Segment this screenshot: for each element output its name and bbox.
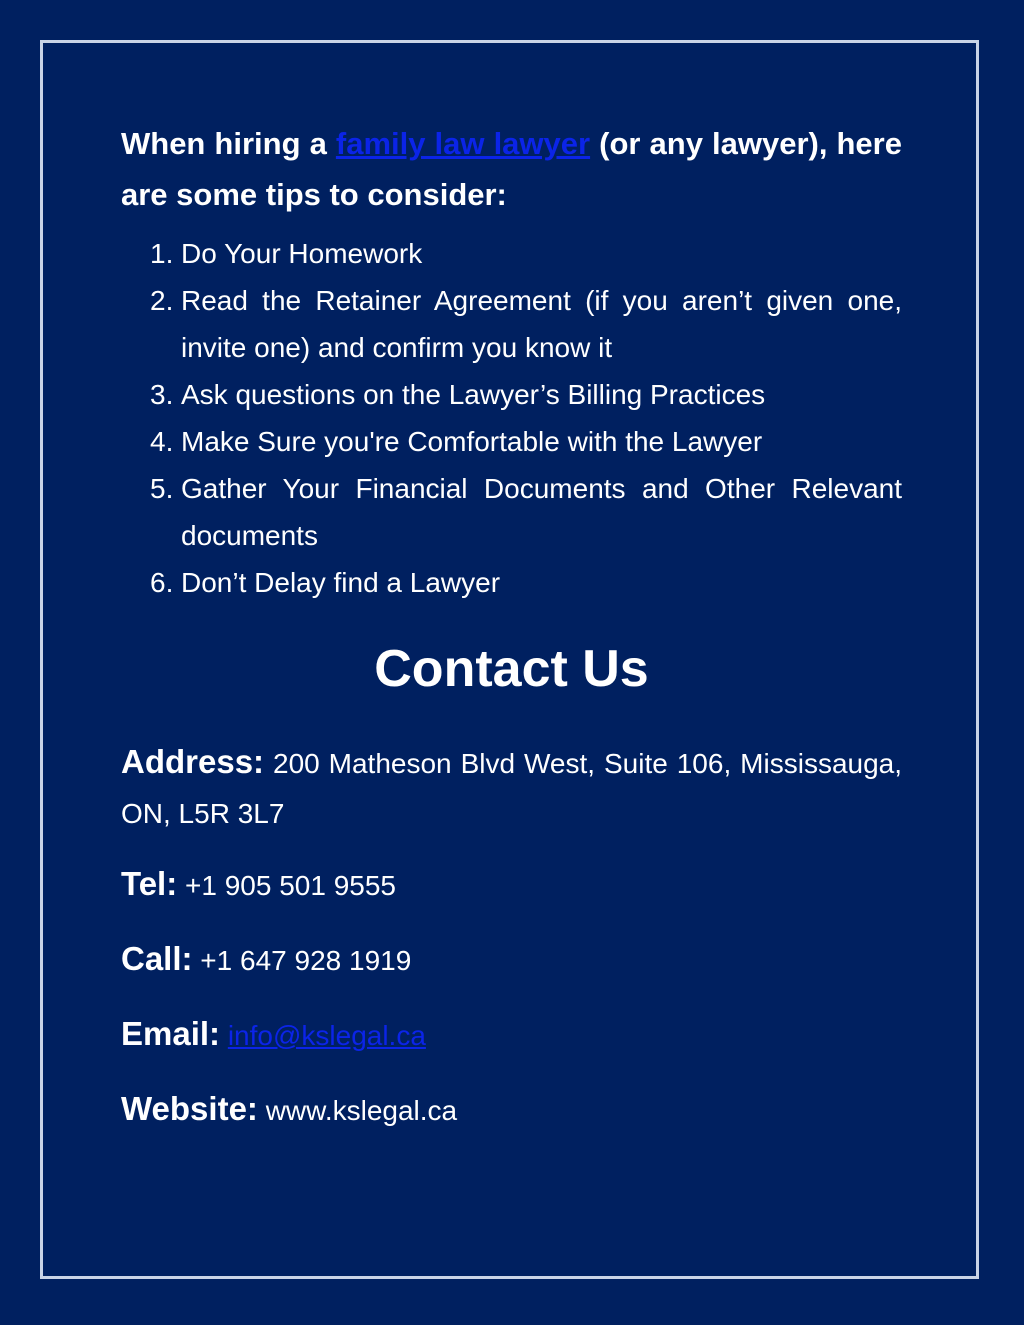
email-label: Email: (121, 1015, 221, 1052)
website-label: Website: (121, 1090, 258, 1127)
website-value: www.kslegal.ca (265, 1095, 458, 1126)
tip-text: Don’t Delay find a Lawyer (181, 567, 501, 598)
family-law-lawyer-link[interactable]: family law lawyer (335, 126, 591, 161)
tip-text: Read the Retainer Agreement (if you aren’t given one, invite one) and confirm you know it (181, 285, 902, 363)
tel-value: +1 905 501 9555 (185, 870, 396, 901)
tip-item (121, 371, 902, 418)
tip-text: Do Your Homework (181, 238, 423, 269)
tip-number: 4. (150, 426, 174, 457)
tip-text: Gather Your Financial Documents and Other Relevant documents (181, 473, 902, 551)
tip-number: 3. (150, 379, 174, 410)
intro-text-start: When hiring a (121, 126, 336, 161)
tip-item (121, 559, 902, 606)
address-row (121, 737, 902, 839)
call-value: +1 647 928 1919 (200, 945, 412, 976)
tip-number: 1. (150, 238, 174, 269)
website-row (121, 1084, 902, 1136)
intro-paragraph (121, 118, 902, 220)
tip-text: Make Sure you're Comfortable with the Lawyer (181, 426, 763, 457)
email-row (121, 1009, 902, 1061)
email-link[interactable]: info@kslegal.ca (227, 1020, 426, 1051)
call-row (121, 934, 902, 986)
tip-number: 6. (150, 567, 174, 598)
tel-row (121, 859, 902, 911)
document-body (121, 118, 902, 1136)
call-label: Call: (121, 940, 193, 977)
address-value: 200 Matheson Blvd West, Suite 106, Mississauga, ON, L5R 3L7 (121, 748, 903, 829)
tip-item (121, 465, 902, 559)
intro-text-end: (or any lawyer), here are some tips to consider: (121, 126, 902, 212)
contact-heading: Contact Us (374, 640, 649, 698)
tip-item (121, 277, 902, 371)
address-label: Address: (121, 743, 265, 780)
tip-number: 2. (150, 285, 174, 316)
tip-number: 5. (150, 473, 174, 504)
tips-list (121, 230, 902, 606)
tip-text: Ask questions on the Lawyer’s Billing Practices (181, 379, 766, 410)
tip-item (121, 418, 902, 465)
tel-label: Tel: (121, 865, 178, 902)
tip-item (121, 230, 902, 277)
